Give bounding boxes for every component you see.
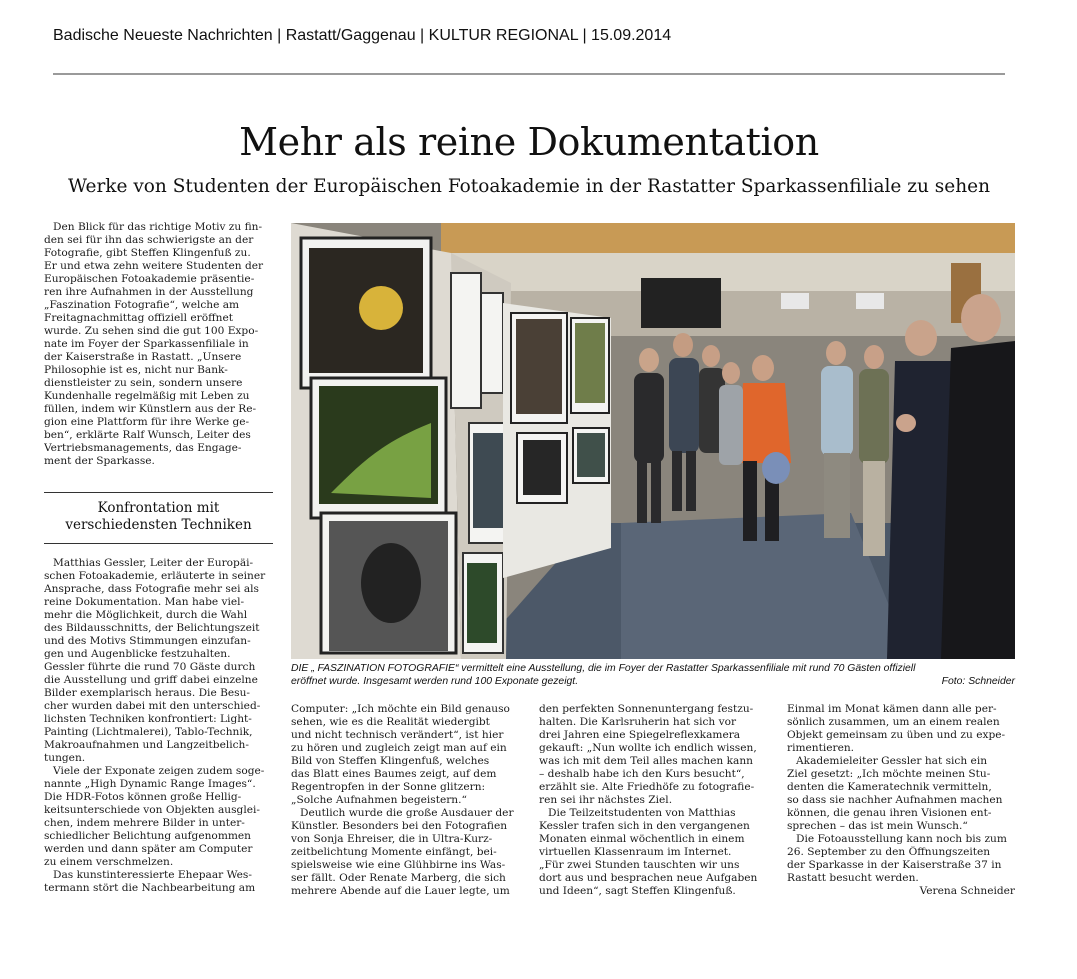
text-line: füllen, indem wir Künstlern aus der Re-: [44, 403, 257, 415]
text-line: spielsweise wie eine Glühbirne ins Was-: [291, 859, 506, 871]
text-line: Matthias Gessler, Leiter der Europäi-: [53, 557, 254, 569]
text-line: Kessler trafen sich in den vergangenen: [539, 820, 750, 832]
text-line: Rastatt besucht werden.: [787, 872, 919, 884]
text-line: Das kunstinteressierte Ehepaar Wes-: [53, 869, 252, 881]
intertitle-rule-bottom: [44, 543, 273, 544]
author-signature: Verena Schneider: [919, 885, 1015, 897]
caption-line: eröffnet wurde. Insgesamt werden rund 100 Exponate gezeigt.: [291, 676, 579, 687]
article-column-4: [787, 703, 1015, 898]
text-line: schen Fotoakademie, erläuterte in seiner: [44, 570, 266, 582]
caption-line: DIE „ FASZINATION FOTOGRAFIE“ vermittelt eine Ausstellung, die im Foyer der Rastatter Sparkassenfiliale mit rund 70 Gästen offiziell: [291, 663, 916, 674]
intertitle-line: Konfrontation mit: [97, 500, 220, 516]
text-line: den perfekten Sonnenuntergang festzu-: [539, 703, 754, 715]
text-line: Gessler führte die rund 70 Gäste durch: [44, 661, 256, 673]
text-line: drei Jahren eine Spiegelreflexkamera: [539, 729, 741, 741]
text-line: sehen, wie es die Realität wiedergibt: [291, 716, 490, 728]
text-line: Den Blick für das richtige Motiv zu fin-: [53, 221, 263, 233]
text-line: keitsunterschiede von Objekten ausglei-: [44, 804, 260, 816]
text-line: termann stört die Nachbearbeitung am: [44, 882, 256, 894]
text-line: zu hören und zugleich zeigt man auf ein: [291, 742, 507, 754]
text-line: ser fällt. Oder Renate Marberg, die sich: [291, 872, 506, 884]
text-line: 26. September zu den Öffnungszeiten: [787, 846, 991, 858]
text-line: und Ideen“, sagt Steffen Klingenfuß.: [539, 885, 736, 897]
text-line: Deutlich wurde die große Ausdauer der: [300, 807, 514, 819]
text-line: sprechen – das ist mein Wunsch.“: [787, 820, 968, 832]
text-line: werden und dann später am Computer: [44, 843, 253, 855]
article-column-2: [291, 703, 521, 898]
text-line: und des Motivs Stimmungen einzufan-: [44, 635, 251, 647]
text-line: Europäischen Fotoakademie präsentie-: [44, 273, 255, 285]
text-line: denten die Kameratechnik vermitteln,: [787, 781, 992, 793]
text-line: ren ihre Aufnahmen in der Ausstellung: [44, 286, 254, 298]
text-line: Ansprache, dass Fotografie mehr sei als: [44, 583, 259, 595]
text-line: Er und etwa zehn weitere Studenten der: [44, 260, 264, 272]
intertitle: [44, 500, 273, 534]
text-line: mehrere Abende auf die Lauer legte, um: [291, 885, 510, 897]
text-line: so dass sie nachher Aufnahmen machen: [787, 794, 1003, 806]
text-line: „Solche Aufnahmen begeistern.“: [291, 794, 467, 806]
text-line: rimentieren.: [787, 742, 855, 754]
text-line: das Blatt eines Baumes zeigt, auf dem: [291, 768, 497, 780]
text-line: gen und Augenblicke festzuhalten.: [44, 648, 231, 660]
text-line: mehr die Möglichkeit, durch die Wahl: [44, 609, 248, 621]
text-line: den sei für ihn das schwierigste an der: [44, 234, 254, 246]
article-column-3: [539, 703, 769, 898]
text-line: Computer: „Ich möchte ein Bild genauso: [291, 703, 510, 715]
text-line: Akademieleiter Gessler hat sich ein: [796, 755, 988, 767]
text-line: Objekt gemeinsam zu üben und zu expe-: [787, 729, 1006, 741]
text-line: halten. Die Karlsruherin hat sich vor: [539, 716, 737, 728]
photo-credit: Foto: Schneider: [941, 676, 1015, 687]
text-line: dort aus und besprachen neue Aufgaben: [539, 872, 758, 884]
text-line: Freitagnachmittag offiziell eröffnet: [44, 312, 233, 324]
text-line: ment der Sparkasse.: [44, 455, 155, 467]
text-line: cher wurden dabei mit den unterschied-: [44, 700, 261, 712]
text-line: nate im Foyer der Sparkassenfiliale in: [44, 338, 249, 350]
text-line: Bild von Steffen Klingenfuß, welches: [291, 755, 490, 767]
exhibition-photo-illustration: [291, 223, 1015, 659]
text-line: „Für zwei Stunden tauschten wir uns: [539, 859, 740, 871]
text-line: erzählt sie. Alte Friedhöfe zu fotografie-: [539, 781, 755, 793]
text-line: – deshalb habe ich den Kurs besucht“,: [539, 768, 745, 780]
text-line: der Sparkasse in der Kaiserstraße 37 in: [787, 859, 1002, 871]
text-line: Die Fotoausstellung kann noch bis zum: [796, 833, 1007, 845]
text-line: Monaten einmal wöchentlich in einem: [539, 833, 745, 845]
text-line: sönlich zusammen, um an einem realen: [787, 716, 1000, 728]
text-line: reine Dokumentation. Man habe viel-: [44, 596, 245, 608]
text-line: nannte „High Dynamic Range Images“.: [44, 778, 256, 790]
exhibition-photo: [291, 223, 1015, 659]
text-line: dienstleister zu sein, sondern unsere: [44, 377, 243, 389]
text-line: der Kaiserstraße in Rastatt. „Unsere: [44, 351, 242, 363]
text-line: Philosophie ist es, nicht nur Bank-: [44, 364, 228, 376]
text-line: lichsten Techniken konfrontiert: Light-: [44, 713, 252, 725]
text-line: die Ausstellung und griff dabei einzelne: [44, 674, 258, 686]
text-line: schiedlicher Belichtung aufgenommen: [44, 830, 251, 842]
intertitle-line: verschiedensten Techniken: [65, 517, 252, 533]
text-line: Makroaufnahmen und Langzeitbelich-: [44, 739, 249, 751]
text-line: und nicht technisch verändert“, ist hier: [291, 729, 504, 741]
text-line: Fotografie, gibt Steffen Klingenfuß zu.: [44, 247, 251, 259]
text-line: Einmal im Monat kämen dann alle per-: [787, 703, 997, 715]
text-line: ren sei ihr nächstes Ziel.: [539, 794, 673, 806]
text-line: chen, indem mehrere Bilder in unter-: [44, 817, 245, 829]
text-line: von Sonja Ehreiser, die in Ultra-Kurz-: [291, 833, 493, 845]
article-headline: Mehr als reine Dokumentation: [239, 120, 819, 164]
text-line: Bilder exemplarisch heraus. Die Besu-: [44, 687, 250, 699]
text-line: Ziel gesetzt: „Ich möchte meinen Stu-: [787, 768, 991, 780]
text-line: gekauft: „Nun wollte ich endlich wissen,: [539, 742, 757, 754]
article-subheadline: Werke von Studenten der Europäischen Fotoakademie in der Rastatter Sparkassenfiliale zu sehen: [67, 176, 991, 197]
article-column-1-bottom: [44, 557, 273, 895]
text-line: Kundenhalle regelmäßig mit Leben zu: [44, 390, 250, 402]
source-line: Badische Neueste Nachrichten | Rastatt/Gaggenau | KULTUR REGIONAL | 15.09.2014: [53, 27, 672, 44]
text-line: was ich mit dem Teil alles machen kann: [539, 755, 754, 767]
text-line: tungen.: [44, 752, 86, 764]
text-line: Viele der Exponate zeigen zudem soge-: [53, 765, 265, 777]
text-line: Die HDR-Fotos können große Hellig-: [44, 791, 242, 803]
text-line: wurde. Zu sehen sind die gut 100 Expo-: [44, 325, 259, 337]
text-line: Vertriebsmanagements, das Engage-: [44, 442, 242, 454]
text-line: Painting (Lichtmalerei), Tablo-Technik,: [44, 726, 253, 738]
header-rule: [53, 73, 1005, 75]
text-line: zu einem verschmelzen.: [44, 856, 174, 868]
article-column-1-top: [44, 221, 273, 468]
text-line: „Faszination Fotografie“, welche am: [44, 299, 240, 311]
text-line: Die Teilzeitstudenten von Matthias: [548, 807, 736, 819]
intertitle-rule-top: [44, 492, 273, 493]
text-line: ben“, erklärte Ralf Wunsch, Leiter des: [44, 429, 251, 441]
text-line: können, die genau ihren Visionen ent-: [787, 807, 992, 819]
text-line: des Bildausschnitts, der Belichtungszeit: [44, 622, 260, 634]
photo-caption: [291, 662, 1015, 688]
text-line: Regentropfen in der Sonne glitzern:: [291, 781, 486, 793]
text-line: gion eine Plattform für ihre Werke ge-: [44, 416, 250, 428]
text-line: zeitbelichtung Momente einfängt, bei-: [291, 846, 497, 858]
text-line: Künstler. Besonders bei den Fotografien: [291, 820, 508, 832]
text-line: virtuellen Klassenraum im Internet.: [539, 846, 732, 858]
